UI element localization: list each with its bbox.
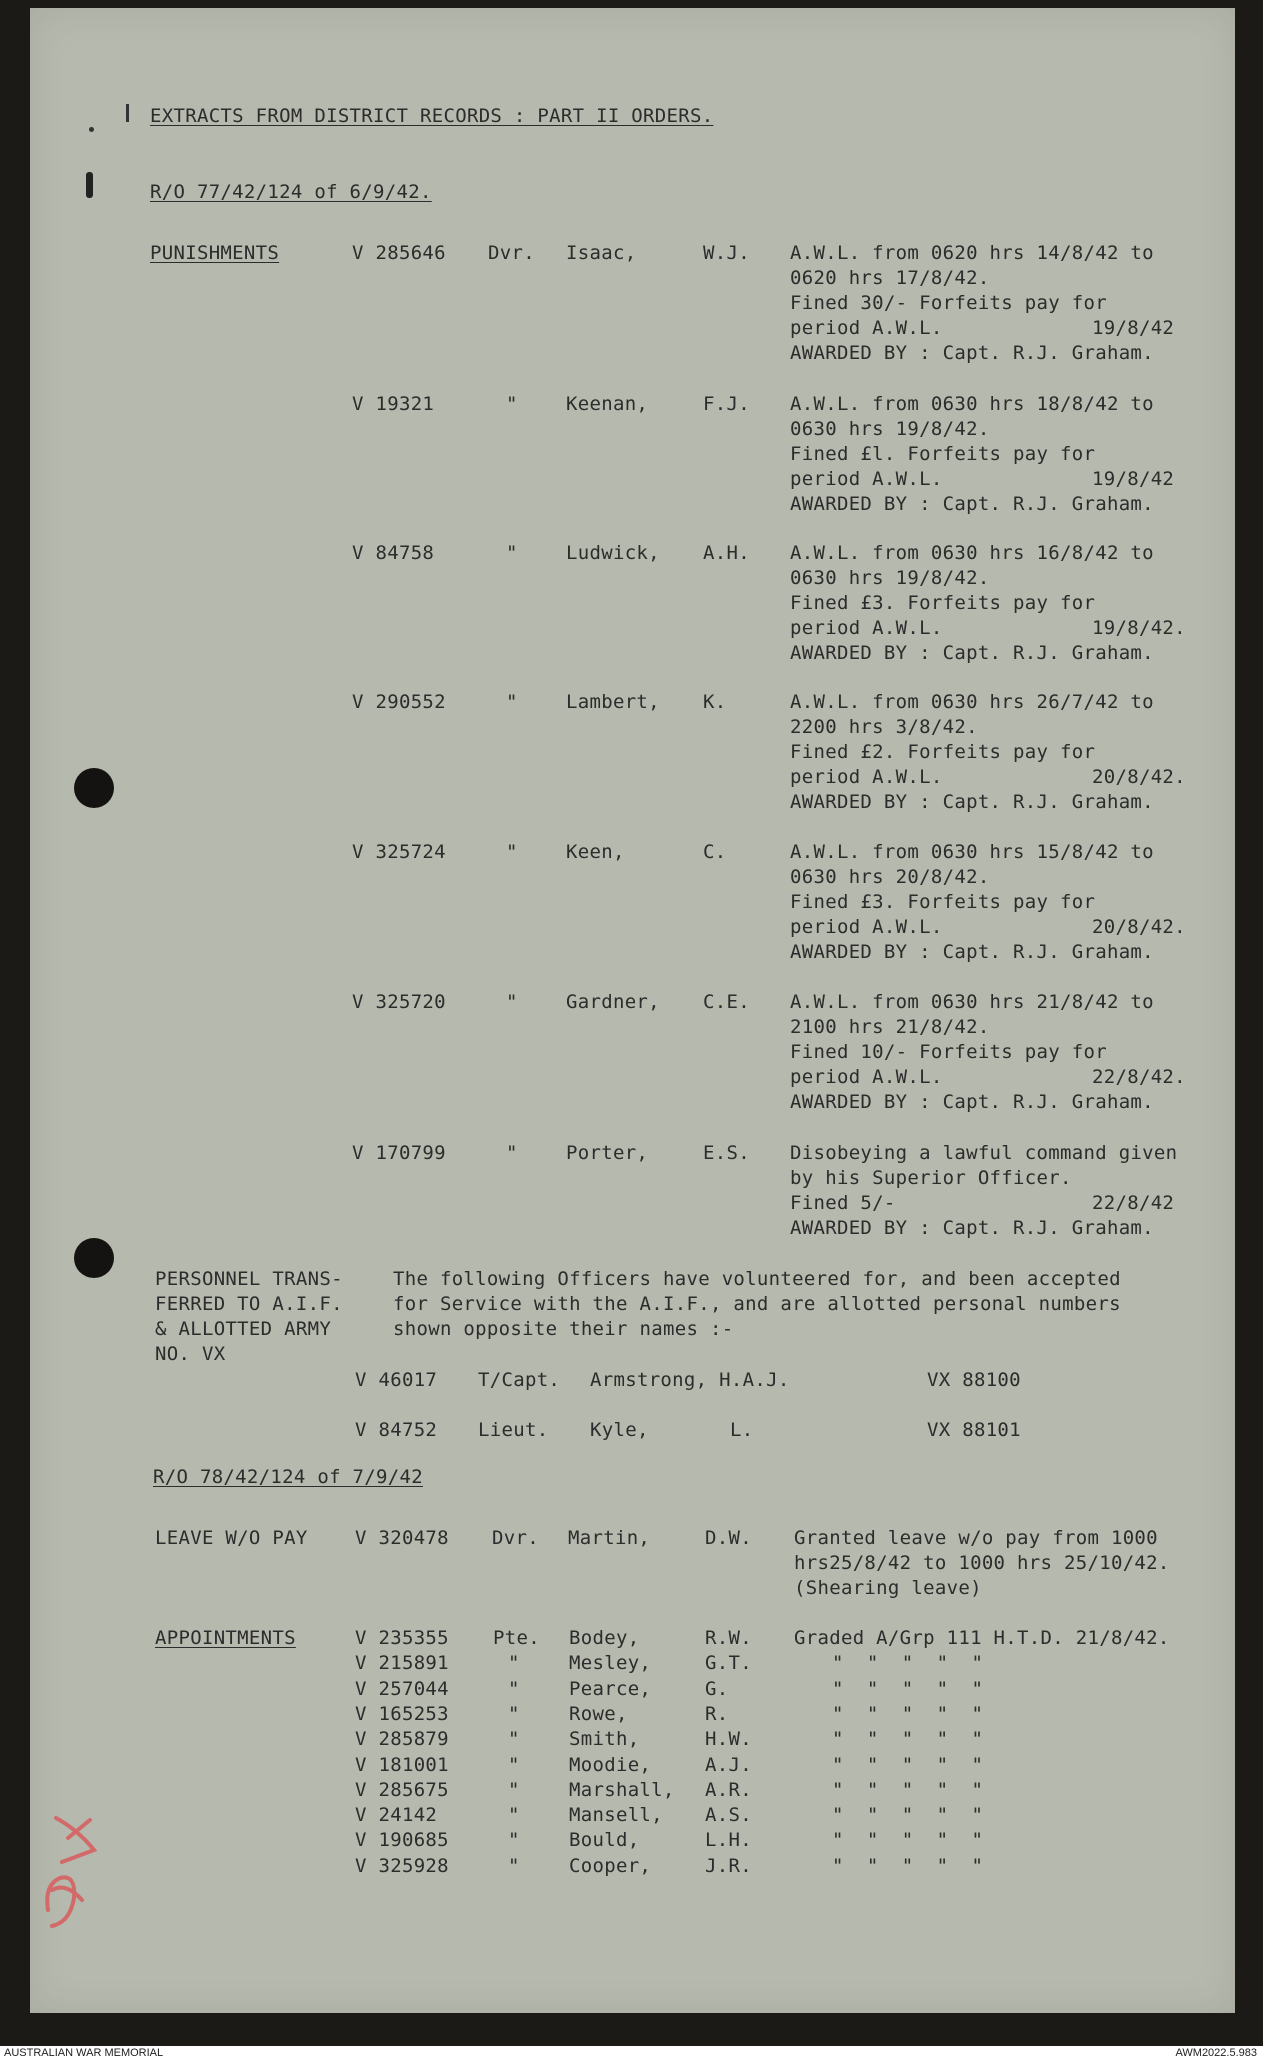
- surname: Gardner,: [566, 991, 660, 1013]
- service-number: V 165253: [355, 1702, 449, 1725]
- awarded-by: AWARDED BY : Capt. R.J. Graham.: [790, 791, 1154, 813]
- service-number: V 320478: [355, 1527, 449, 1549]
- rank: ": [506, 542, 518, 564]
- rank: ": [506, 393, 518, 415]
- section-label-appointments: APPOINTMENTS: [155, 1627, 296, 1649]
- offence-line: Fined £3. Forfeits pay for: [790, 891, 1096, 913]
- section-label-transfer: NO. VX: [155, 1343, 226, 1365]
- rank: ": [506, 691, 518, 713]
- period-text: Fined 5/-: [790, 1192, 896, 1214]
- rank: Lieut.: [478, 1419, 549, 1441]
- rank: ": [508, 1677, 520, 1700]
- initials: R.W.: [705, 1627, 752, 1649]
- awarded-by: AWARDED BY : Capt. R.J. Graham.: [790, 941, 1154, 963]
- surname: Mansell,: [569, 1804, 663, 1827]
- awarded-by: AWARDED BY : Capt. R.J. Graham.: [790, 342, 1154, 364]
- margin-mark: [89, 127, 94, 132]
- rank: ": [508, 1778, 520, 1801]
- offence-line: Fined 10/- Forfeits pay for: [790, 1041, 1107, 1063]
- offence-line: Fined £3. Forfeits pay for: [790, 592, 1096, 614]
- surname: Bodey,: [569, 1627, 640, 1649]
- service-number: V 170799: [352, 1142, 446, 1164]
- initials: F.J.: [703, 393, 750, 415]
- effective-date: 19/8/42: [1092, 468, 1175, 490]
- service-number: V 46017: [355, 1369, 438, 1391]
- footer-credit: AUSTRALIAN WAR MEMORIAL: [4, 2047, 164, 2059]
- surname: Keenan,: [566, 393, 649, 415]
- initials: G.: [705, 1677, 729, 1700]
- rank: ": [506, 1142, 518, 1164]
- margin-mark: [86, 172, 93, 198]
- document-heading: EXTRACTS FROM DISTRICT RECORDS : PART II ORDERS.: [150, 105, 714, 127]
- offence-line: A.W.L. from 0630 hrs 16/8/42 to: [790, 542, 1154, 564]
- awarded-by: AWARDED BY : Capt. R.J. Graham.: [790, 1091, 1154, 1113]
- awarded-by: AWARDED BY : Capt. R.J. Graham.: [790, 642, 1154, 664]
- surname: Keen,: [566, 841, 625, 863]
- service-number: V 285646: [352, 242, 446, 264]
- handwritten-folio-number: [38, 1790, 108, 1940]
- transfer-text: for Service with the A.I.F., and are allotted personal numbers: [393, 1293, 1121, 1315]
- offence-line: by his Superior Officer.: [790, 1167, 1072, 1189]
- army-number: VX 88100: [927, 1369, 1021, 1391]
- period-text: period A.W.L.: [790, 617, 943, 639]
- effective-date: 22/8/42: [1092, 1192, 1175, 1214]
- army-number: VX 88101: [927, 1419, 1021, 1441]
- punch-hole-top: [74, 768, 114, 808]
- ditto-marks: " " " " ": [832, 1652, 989, 1675]
- surname: Rowe,: [569, 1702, 628, 1725]
- leave-detail: hrs25/8/42 to 1000 hrs 25/10/42.: [794, 1552, 1170, 1574]
- offence-line: A.W.L. from 0630 hrs 21/8/42 to: [790, 991, 1154, 1013]
- surname: Armstrong, H.A.J.: [590, 1369, 790, 1391]
- rank: ": [508, 1829, 520, 1852]
- ditto-marks: " " " " ": [832, 1778, 989, 1801]
- offence-line: 2100 hrs 21/8/42.: [790, 1016, 990, 1038]
- offence-line: A.W.L. from 0630 hrs 18/8/42 to: [790, 393, 1154, 415]
- service-number: V 285675: [355, 1778, 449, 1801]
- offence-line: 0630 hrs 20/8/42.: [790, 866, 990, 888]
- rank: ": [508, 1702, 520, 1725]
- initials: L.: [730, 1419, 754, 1441]
- service-number: V 257044: [355, 1677, 449, 1700]
- surname: Lambert,: [566, 691, 660, 713]
- service-number: V 235355: [355, 1627, 449, 1649]
- effective-date: 20/8/42.: [1092, 766, 1186, 788]
- surname: Porter,: [566, 1142, 649, 1164]
- footer: [0, 2046, 1263, 2061]
- transfer-text: shown opposite their names :-: [393, 1318, 734, 1340]
- service-number: V 215891: [355, 1652, 449, 1675]
- service-number: V 325928: [355, 1854, 449, 1877]
- initials: C.: [703, 841, 727, 863]
- initials: W.J.: [703, 242, 750, 264]
- ditto-marks: " " " " ": [832, 1804, 989, 1827]
- ditto-marks: " " " " ": [832, 1854, 989, 1877]
- surname: Bould,: [569, 1829, 640, 1852]
- service-number: V 84758: [352, 542, 435, 564]
- leave-detail: (Shearing leave): [794, 1577, 982, 1599]
- period-text: period A.W.L.: [790, 916, 943, 938]
- service-number: V 285879: [355, 1728, 449, 1751]
- service-number: V 190685: [355, 1829, 449, 1852]
- offence-line: 0620 hrs 17/8/42.: [790, 267, 990, 289]
- service-number: V 325724: [352, 841, 446, 863]
- surname: Cooper,: [569, 1854, 652, 1877]
- section-label-transfer: & ALLOTTED ARMY: [155, 1318, 332, 1340]
- initials: E.S.: [703, 1142, 750, 1164]
- effective-date: 22/8/42.: [1092, 1066, 1186, 1088]
- section-label-transfer: PERSONNEL TRANS-: [155, 1268, 343, 1290]
- ditto-marks: " " " " ": [832, 1829, 989, 1852]
- order-ref: R/O 78/42/124 of 7/9/42: [153, 1466, 423, 1488]
- effective-date: 19/8/42.: [1092, 617, 1186, 639]
- offence-line: Disobeying a lawful command given: [790, 1142, 1178, 1164]
- margin-mark: [126, 104, 129, 122]
- service-number: V 181001: [355, 1753, 449, 1776]
- offence-line: 2200 hrs 3/8/42.: [790, 716, 978, 738]
- awarded-by: AWARDED BY : Capt. R.J. Graham.: [790, 493, 1154, 515]
- effective-date: 20/8/42.: [1092, 916, 1186, 938]
- effective-date: 19/8/42: [1092, 317, 1175, 339]
- period-text: period A.W.L.: [790, 317, 943, 339]
- ditto-marks: " " " " ": [832, 1753, 989, 1776]
- offence-line: Fined 30/- Forfeits pay for: [790, 292, 1107, 314]
- rank: ": [506, 991, 518, 1013]
- period-text: period A.W.L.: [790, 1066, 943, 1088]
- initials: C.E.: [703, 991, 750, 1013]
- service-number: V 24142: [355, 1804, 438, 1827]
- rank: Pte.: [493, 1627, 540, 1649]
- period-text: period A.W.L.: [790, 468, 943, 490]
- offence-line: Fined £l. Forfeits pay for: [790, 443, 1096, 465]
- appointment-detail: Graded A/Grp 111 H.T.D. 21/8/42.: [794, 1627, 1170, 1649]
- surname: Pearce,: [569, 1677, 652, 1700]
- offence-line: 0630 hrs 19/8/42.: [790, 567, 990, 589]
- section-label-transfer: FERRED TO A.I.F.: [155, 1293, 343, 1315]
- service-number: V 84752: [355, 1419, 438, 1441]
- initials: L.H.: [705, 1829, 752, 1852]
- offence-line: A.W.L. from 0620 hrs 14/8/42 to: [790, 242, 1154, 264]
- rank: ": [508, 1652, 520, 1675]
- rank: ": [508, 1728, 520, 1751]
- initials: A.S.: [705, 1804, 752, 1827]
- ditto-marks: " " " " ": [832, 1728, 989, 1751]
- offence-line: A.W.L. from 0630 hrs 26/7/42 to: [790, 691, 1154, 713]
- service-number: V 290552: [352, 691, 446, 713]
- ditto-marks: " " " " ": [832, 1677, 989, 1700]
- surname: Ludwick,: [566, 542, 660, 564]
- offence-line: 0630 hrs 19/8/42.: [790, 418, 990, 440]
- rank: Dvr.: [488, 242, 535, 264]
- surname: Isaac,: [566, 242, 637, 264]
- surname: Marshall,: [569, 1778, 675, 1801]
- surname: Smith,: [569, 1728, 640, 1751]
- initials: H.W.: [705, 1728, 752, 1751]
- initials: A.R.: [705, 1778, 752, 1801]
- rank: Dvr.: [492, 1527, 539, 1549]
- surname: Moodie,: [569, 1753, 652, 1776]
- order-ref: R/O 77/42/124 of 6/9/42.: [150, 181, 432, 203]
- punch-hole-bottom: [74, 1238, 114, 1278]
- service-number: V 325720: [352, 991, 446, 1013]
- rank: T/Capt.: [478, 1369, 561, 1391]
- service-number: V 19321: [352, 393, 435, 415]
- initials: G.T.: [705, 1652, 752, 1675]
- section-label-leave: LEAVE W/O PAY: [155, 1527, 308, 1549]
- initials: A.H.: [703, 542, 750, 564]
- transfer-text: The following Officers have volunteered for, and been accepted: [393, 1268, 1121, 1290]
- awarded-by: AWARDED BY : Capt. R.J. Graham.: [790, 1217, 1154, 1239]
- rank: ": [508, 1753, 520, 1776]
- initials: A.J.: [705, 1753, 752, 1776]
- section-label-punishments: PUNISHMENTS: [150, 242, 280, 264]
- initials: D.W.: [705, 1527, 752, 1549]
- offence-line: Fined £2. Forfeits pay for: [790, 741, 1096, 763]
- initials: K.: [703, 691, 727, 713]
- surname: Kyle,: [590, 1419, 649, 1441]
- rank: ": [508, 1804, 520, 1827]
- offence-line: A.W.L. from 0630 hrs 15/8/42 to: [790, 841, 1154, 863]
- period-text: period A.W.L.: [790, 766, 943, 788]
- initials: J.R.: [705, 1854, 752, 1877]
- rank: ": [508, 1854, 520, 1877]
- ditto-marks: " " " " ": [832, 1702, 989, 1725]
- rank: ": [506, 841, 518, 863]
- surname: Martin,: [568, 1527, 651, 1549]
- surname: Mesley,: [569, 1652, 652, 1675]
- leave-detail: Granted leave w/o pay from 1000: [794, 1527, 1158, 1549]
- initials: R.: [705, 1702, 729, 1725]
- footer-accession-number: AWM2022.5.983: [1175, 2047, 1257, 2059]
